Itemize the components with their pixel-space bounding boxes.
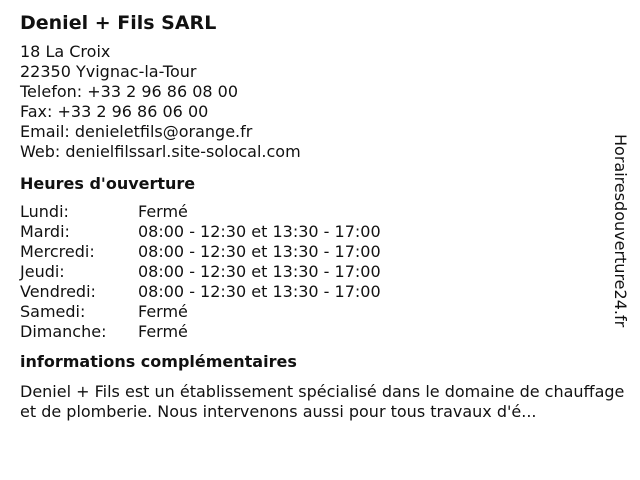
hours-row [20,302,610,322]
hours-row [20,222,610,242]
hours-day: Vendredi: [20,282,96,301]
address-line-1: 18 La Croix [20,42,111,61]
hours-time: 08:00 - 12:30 et 13:30 - 17:00 [138,262,381,281]
email-line: Email: denieletfils@orange.fr [20,122,253,141]
watermark-text: Horairesdouverture24.fr [611,134,630,328]
info-text: Deniel + Fils est un établissement spécialisé dans le domaine de chauffage et de plomberie. Nous intervenons aussi pour tous travaux d'é... [20,382,625,421]
hours-time: Fermé [138,302,188,321]
contact-block [20,42,610,162]
hours-day: Samedi: [20,302,86,321]
info-heading: informations complémentaires [20,352,297,371]
business-name: Deniel + Fils SARL [20,12,217,34]
hours-time: Fermé [138,322,188,341]
fax-line: Fax: +33 2 96 86 06 00 [20,102,209,121]
hours-time: 08:00 - 12:30 et 13:30 - 17:00 [138,282,381,301]
hours-day: Lundi: [20,202,69,221]
hours-day: Mercredi: [20,242,95,261]
hours-time: 08:00 - 12:30 et 13:30 - 17:00 [138,222,381,241]
phone-line: Telefon: +33 2 96 86 08 00 [20,82,239,101]
hours-row [20,242,610,262]
hours-row [20,262,610,282]
hours-row [20,282,610,302]
hours-heading: Heures d'ouverture [20,174,196,193]
hours-day: Dimanche: [20,322,107,341]
hours-day: Jeudi: [20,262,65,281]
hours-day: Mardi: [20,222,70,241]
hours-row [20,322,610,342]
hours-time: Fermé [138,202,188,221]
hours-time: 08:00 - 12:30 et 13:30 - 17:00 [138,242,381,261]
hours-table [20,202,610,342]
address-line-2: 22350 Yvignac-la-Tour [20,62,197,81]
hours-row [20,202,610,222]
web-line: Web: denielfilssarl.site-solocal.com [20,142,301,161]
